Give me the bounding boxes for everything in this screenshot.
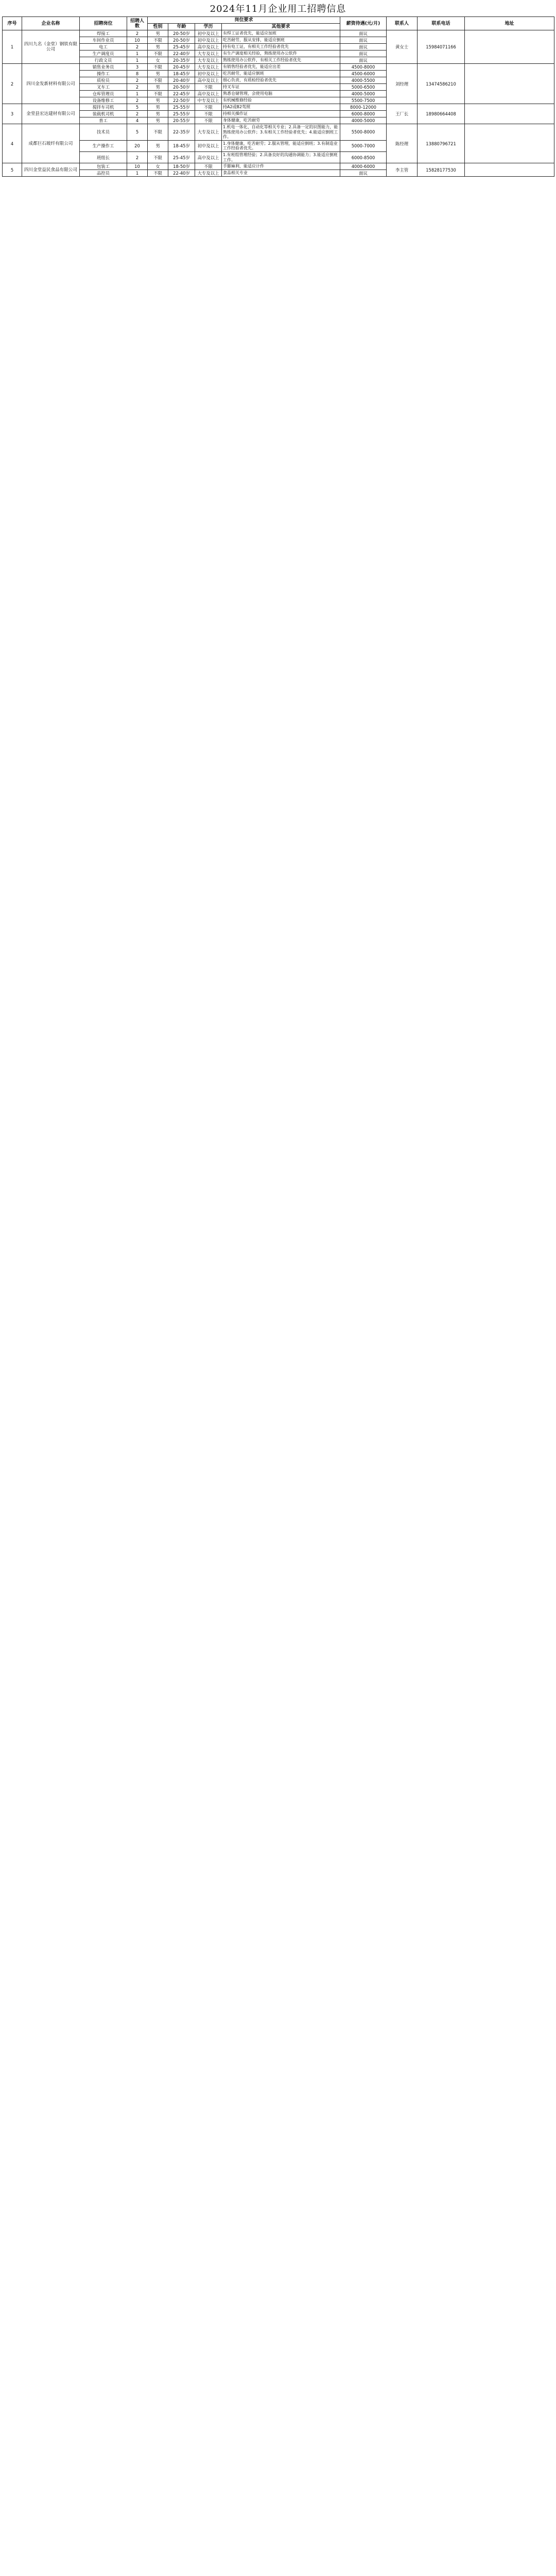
job-requirements: 手脚麻利，能适应计件	[222, 163, 340, 170]
header-address: 地址	[465, 17, 554, 30]
job-salary: 面议	[340, 57, 387, 64]
job-gender: 不限	[148, 50, 168, 57]
job-position: 仓库管理员	[80, 91, 127, 97]
job-position: 品控员	[80, 170, 127, 177]
header-count: 招聘人数	[127, 17, 148, 30]
job-age: 18-50岁	[168, 163, 195, 170]
header-conditions: 岗位要求	[148, 17, 340, 24]
header-position: 招聘岗位	[80, 17, 127, 30]
job-age: 20-55岁	[168, 117, 195, 124]
job-age: 20-50岁	[168, 37, 195, 44]
job-salary: 5000-6500	[340, 84, 387, 91]
recruitment-table	[2, 16, 554, 177]
job-requirements: 持叉车证	[222, 84, 340, 91]
job-count: 2	[127, 84, 148, 91]
job-gender: 不限	[148, 64, 168, 71]
contact-phone: 15828177530	[418, 163, 465, 177]
contact-person: 李主管	[387, 163, 418, 177]
row-number: 4	[3, 124, 22, 163]
header-edu: 学历	[195, 24, 222, 30]
contact-person: 王厂长	[387, 104, 418, 124]
job-age: 25-45岁	[168, 151, 195, 163]
job-requirements: 持有电工证，有相关工作经验者优先	[222, 44, 340, 50]
job-gender: 不限	[148, 124, 168, 141]
job-salary: 面议	[340, 170, 387, 177]
job-position: 焊接工	[80, 30, 127, 37]
job-age: 20-50岁	[168, 30, 195, 37]
job-age: 25-45岁	[168, 44, 195, 50]
job-requirements: 有销售经验者优先，能适应出差	[222, 64, 340, 71]
job-age: 22-40岁	[168, 50, 195, 57]
job-count: 5	[127, 104, 148, 111]
job-position: 搅拌车司机	[80, 104, 127, 111]
contact-person: 刘经理	[387, 64, 418, 104]
job-gender: 不限	[148, 170, 168, 177]
job-gender: 男	[148, 30, 168, 37]
job-count: 10	[127, 163, 148, 170]
table-body	[3, 30, 554, 177]
header-gender: 性别	[148, 24, 168, 30]
job-education: 大专及以上	[195, 57, 222, 64]
job-gender: 男	[148, 140, 168, 151]
job-requirements: 1.身体健康，吃苦耐劳；2.服从管理，能适应倒班；3.有制造业工作经验者优先。	[222, 140, 340, 151]
row-number: 1	[3, 30, 22, 64]
job-gender: 男	[148, 84, 168, 91]
job-education: 高中及以上	[195, 151, 222, 163]
job-age: 22-45岁	[168, 91, 195, 97]
job-salary: 8000-12000	[340, 104, 387, 111]
job-count: 8	[127, 71, 148, 77]
job-requirements: 有焊工证者优先，能适应加班	[222, 30, 340, 37]
job-position: 叉车工	[80, 84, 127, 91]
job-position: 生产操作工	[80, 140, 127, 151]
job-gender: 不限	[148, 37, 168, 44]
job-position: 质检员	[80, 77, 127, 84]
job-requirements: 身体健康，吃苦耐劳	[222, 117, 340, 124]
header-age: 年龄	[168, 24, 195, 30]
company-address	[465, 64, 554, 104]
company-address	[465, 104, 554, 124]
contact-phone: 15984071166	[418, 30, 465, 64]
job-position: 技术员	[80, 124, 127, 141]
job-requirements: 细心负责，有质检经验者优先	[222, 77, 340, 84]
job-salary: 面议	[340, 44, 387, 50]
table-row	[3, 104, 554, 111]
company-name: 四川九名（金堂）钢铁有限公司	[22, 30, 80, 64]
job-salary: 5500-8000	[340, 124, 387, 141]
table-row	[3, 163, 554, 170]
job-position: 包装工	[80, 163, 127, 170]
job-age: 20-45岁	[168, 64, 195, 71]
job-education: 大专及以上	[195, 64, 222, 71]
header-salary: 薪资待遇(元/月)	[340, 17, 387, 30]
job-age: 22-40岁	[168, 170, 195, 177]
job-education: 初中及以上	[195, 71, 222, 77]
job-education: 大专及以上	[195, 170, 222, 177]
job-position: 普工	[80, 117, 127, 124]
job-requirements: 有生产调度相关经验，熟练使用办公软件	[222, 50, 340, 57]
row-number: 3	[3, 104, 22, 124]
job-gender: 女	[148, 57, 168, 64]
contact-phone: 18980664408	[418, 104, 465, 124]
job-requirements: 持相关操作证	[222, 111, 340, 117]
job-requirements: 吃苦耐劳，能适应倒班	[222, 71, 340, 77]
job-gender: 男	[148, 111, 168, 117]
header-phone: 联系电话	[418, 17, 465, 30]
contact-person: 黄女士	[387, 30, 418, 64]
job-requirements: 吃苦耐劳，服从安排，能适应倒班	[222, 37, 340, 44]
table-row	[3, 124, 554, 141]
job-age: 22-50岁	[168, 97, 195, 104]
job-requirements: 熟悉仓储管理，会使用电脑	[222, 91, 340, 97]
job-count: 10	[127, 37, 148, 44]
header-no: 序号	[3, 17, 22, 30]
job-position: 班组长	[80, 151, 127, 163]
job-count: 2	[127, 30, 148, 37]
job-gender: 男	[148, 117, 168, 124]
job-count: 1	[127, 50, 148, 57]
job-salary: 5000-7000	[340, 140, 387, 151]
job-position: 装载机司机	[80, 111, 127, 117]
job-position: 生产调度员	[80, 50, 127, 57]
job-education: 高中及以上	[195, 44, 222, 50]
job-gender: 女	[148, 163, 168, 170]
company-name: 金堂县宏达建材有限公司	[22, 104, 80, 124]
table-header	[3, 17, 554, 30]
job-requirements: 1.机电一体化、自动化等相关专业；2.具备一定的识图能力，能熟练使用办公软件；3.有相关工作经验者优先；4.能适应倒班工作。	[222, 124, 340, 141]
job-salary: 4500-8000	[340, 64, 387, 71]
job-age: 18-45岁	[168, 140, 195, 151]
job-education: 初中及以上	[195, 30, 222, 37]
job-age: 18-45岁	[168, 71, 195, 77]
job-education: 不限	[195, 104, 222, 111]
job-count: 5	[127, 124, 148, 141]
job-salary: 4000-5000	[340, 117, 387, 124]
company-address	[465, 124, 554, 163]
job-education: 不限	[195, 117, 222, 124]
job-count: 4	[127, 117, 148, 124]
job-age: 20-40岁	[168, 77, 195, 84]
job-count: 1	[127, 57, 148, 64]
job-education: 大专及以上	[195, 124, 222, 141]
job-count: 2	[127, 151, 148, 163]
job-gender: 男	[148, 71, 168, 77]
job-count: 1	[127, 91, 148, 97]
header-contact: 联系人	[387, 17, 418, 30]
job-education: 中专及以上	[195, 97, 222, 104]
job-gender: 男	[148, 44, 168, 50]
header-company: 企业名称	[22, 17, 80, 30]
job-position: 电工	[80, 44, 127, 50]
job-requirements: 1.有班组管理经验；2.具备良好的沟通协调能力；3.能适应倒班工作。	[222, 151, 340, 163]
job-salary: 面议	[340, 30, 387, 37]
job-count: 1	[127, 170, 148, 177]
job-count: 20	[127, 140, 148, 151]
job-education: 高中及以上	[195, 77, 222, 84]
job-age: 20-35岁	[168, 57, 195, 64]
job-education: 不限	[195, 163, 222, 170]
document-title: 2024年11月企业用工招聘信息	[210, 4, 346, 14]
job-salary: 4000-5000	[340, 91, 387, 97]
job-salary: 面议	[340, 50, 387, 57]
job-position: 行政文员	[80, 57, 127, 64]
contact-phone: 13880796721	[418, 124, 465, 163]
job-salary: 4000-6000	[340, 163, 387, 170]
job-education: 初中及以上	[195, 140, 222, 151]
job-requirements: 持A2或B2驾照	[222, 104, 340, 111]
header-req: 其他要求	[222, 24, 340, 30]
row-number: 5	[3, 163, 22, 177]
job-salary: 4000-5500	[340, 77, 387, 84]
job-position: 操作工	[80, 71, 127, 77]
job-gender: 不限	[148, 91, 168, 97]
job-salary: 6000-8500	[340, 151, 387, 163]
job-count: 2	[127, 44, 148, 50]
job-count: 2	[127, 77, 148, 84]
job-count: 2	[127, 97, 148, 104]
job-education: 大专及以上	[195, 50, 222, 57]
job-age: 25-55岁	[168, 104, 195, 111]
job-salary: 面议	[340, 37, 387, 44]
table-row	[3, 30, 554, 37]
job-age: 22-35岁	[168, 124, 195, 141]
job-salary: 6000-8000	[340, 111, 387, 117]
job-position: 车间作业员	[80, 37, 127, 44]
job-age: 20-50岁	[168, 84, 195, 91]
job-salary: 4500-6000	[340, 71, 387, 77]
job-gender: 男	[148, 97, 168, 104]
job-position: 销售业务员	[80, 64, 127, 71]
job-requirements: 熟练使用办公软件，有相关工作经验者优先	[222, 57, 340, 64]
job-requirements: 食品相关专业	[222, 170, 340, 177]
job-gender: 不限	[148, 77, 168, 84]
job-age: 25-55岁	[168, 111, 195, 117]
contact-phone: 13474586210	[418, 64, 465, 104]
company-name: 四川金发新材料有限公司	[22, 64, 80, 104]
job-gender: 不限	[148, 151, 168, 163]
job-salary: 5500-7500	[340, 97, 387, 104]
job-count: 2	[127, 111, 148, 117]
job-requirements: 有机械维修经验	[222, 97, 340, 104]
job-count: 3	[127, 64, 148, 71]
company-name: 四川金堂益民食品有限公司	[22, 163, 80, 177]
job-education: 不限	[195, 84, 222, 91]
job-gender: 男	[148, 104, 168, 111]
company-address	[465, 30, 554, 64]
job-education: 不限	[195, 111, 222, 117]
company-name: 成都巨石玻纤有限公司	[22, 124, 80, 163]
job-position: 设备维修工	[80, 97, 127, 104]
table-row	[3, 64, 554, 71]
job-education: 高中及以上	[195, 91, 222, 97]
contact-person: 陈经理	[387, 124, 418, 163]
row-number: 2	[3, 64, 22, 104]
company-address	[465, 163, 554, 177]
job-education: 初中及以上	[195, 37, 222, 44]
